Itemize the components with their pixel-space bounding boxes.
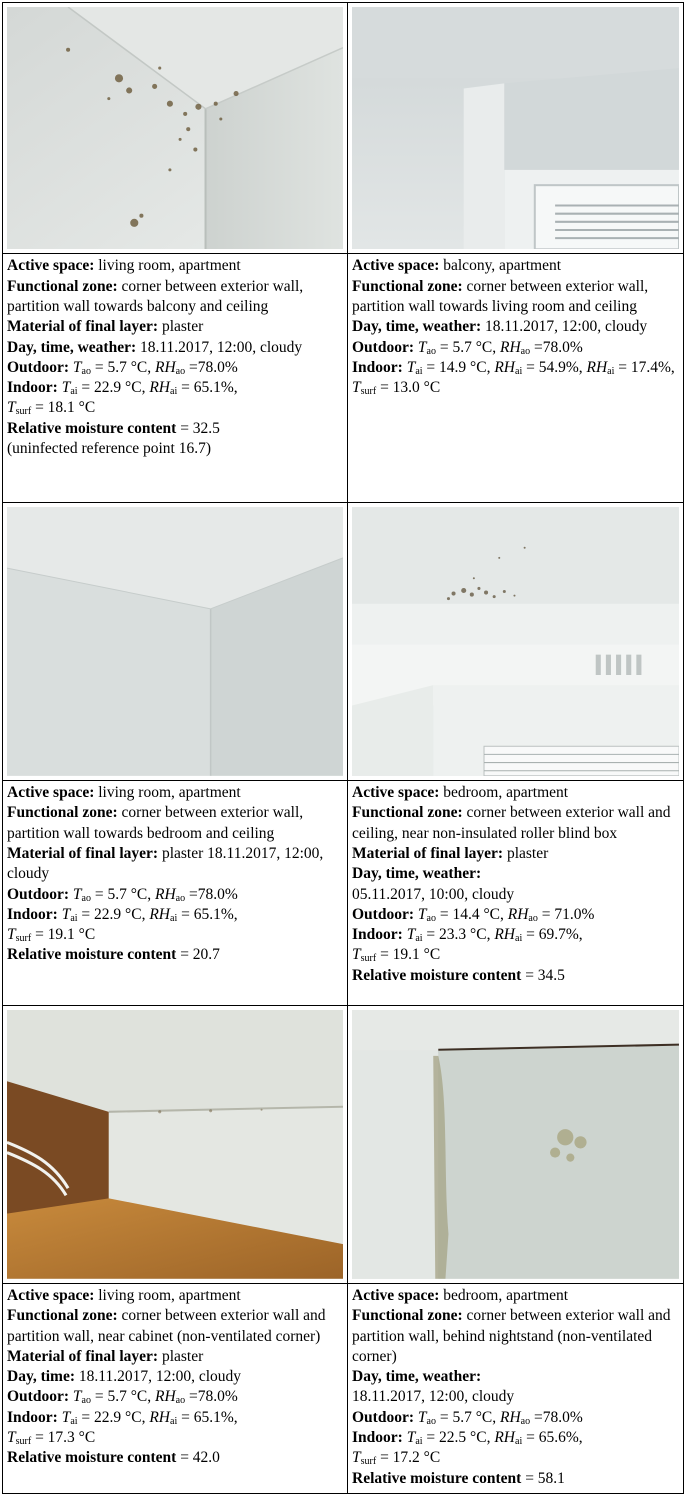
photo-living-room-cabinet-corner <box>7 1010 343 1279</box>
photo-cell-3 <box>3 503 348 781</box>
photo-balcony-window-corner <box>352 7 679 249</box>
photo-living-room-clean-corner <box>7 507 343 776</box>
photo-cell-1 <box>3 3 348 254</box>
photo-bedroom-roller-blind-box <box>352 507 679 776</box>
description-cell-5: Active space: living room, apartment Functional zone: corner between exterior wall and partition wall, near cabinet (non-ventilated corner) Material of final layer: plaster Day, time: 18.11.2017, 12:00, cloudy Outdoor: $T_{ao} = 5.7$ °C, $RH_{ao} =78.0\%$ Indoor: $T_{ai} = 22.9$ °C, $RH_{ai} = 65.1\%$, $T_{surf} = 17.3$ °C Relative moisture content = 42.0 <box>3 1283 348 1493</box>
photo-cell-6 <box>348 1006 684 1284</box>
photo-living-room-mold-ceiling-corner <box>7 7 343 249</box>
photo-bedroom-nightstand-corner <box>352 1010 679 1279</box>
photo-cell-2 <box>348 3 684 254</box>
description-cell-3: Active space: living room, apartment Functional zone: corner between exterior wall, partition wall towards bedroom and ceiling Material of final layer: plaster 18.11.2017, 12:00, cloudy Outdoor: $T_{ao} = 5.7$ °C, $RH_{ao} =78.0\%$ Indoor: $T_{ai} = 22.9$ °C, $RH_{ai} = 65.1\%$, $T_{surf} = 19.1$ °C Relative moisture content = 20.7 <box>3 781 348 1006</box>
description-cell-6: Active space: bedroom, apartment Functional zone: corner between exterior wall and partition wall, behind nightstand (non-ventilated corner) Day, time, weather: 18.11.2017, 12:00, cloudy Outdoor: $T_{ao} = 5.7$ °C, $RH_{ao} =78.0\%$ Indoor: $T_{ai} = 22.5$ °C, $RH_{ai} = 65.6\%$, $T_{surf} = 17.2$ °C Relative moisture content = 58.1 <box>348 1283 684 1493</box>
photo-cell-5 <box>3 1006 348 1284</box>
mold-survey-table <box>2 2 684 1494</box>
description-cell-4: Active space: bedroom, apartment Functional zone: corner between exterior wall and ceiling, near non-insulated roller blind box Material of final layer: plaster Day, time, weather: 05.11.2017, 10:00, cloudy Outdoor: $T_{ao} = 14.4$ °C, $RH_{ao} = 71.0\%$ Indoor: $T_{ai} = 23.3$ °C, $RH_{ai} = 69.7\%$, $T_{surf} = 19.1$ °C Relative moisture content = 34.5 <box>348 781 684 1006</box>
photo-cell-4 <box>348 503 684 781</box>
description-cell-2: Active space: balcony, apartment Functional zone: corner between exterior wall, partition wall towards living room and ceiling Day, time, weather: 18.11.2017, 12:00, cloudy Outdoor: $T_{ao} = 5.7$ °C, $RH_{ao} =78.0\%$ Indoor: $T_{ai} = 14.9$ °C, $RH_{ai} = 54.9\%$, $RH_{ai} = 17.4\%$, $T_{surf} = 13.0$ °C <box>348 254 684 503</box>
description-cell-1: Active space: living room, apartment Functional zone: corner between exterior wall, partition wall towards balcony and ceiling Material of final layer: plaster Day, time, weather: 18.11.2017, 12:00, cloudy Outdoor: $T_{ao} = 5.7$ °C, $RH_{ao} =78.0\%$ Indoor: $T_{ai} = 22.9$ °C, $RH_{ai} = 65.1\%$, $T_{surf} = 18.1$ °C Relative moisture content = 32.5 (uninfected reference point 16.7) <box>3 254 348 503</box>
